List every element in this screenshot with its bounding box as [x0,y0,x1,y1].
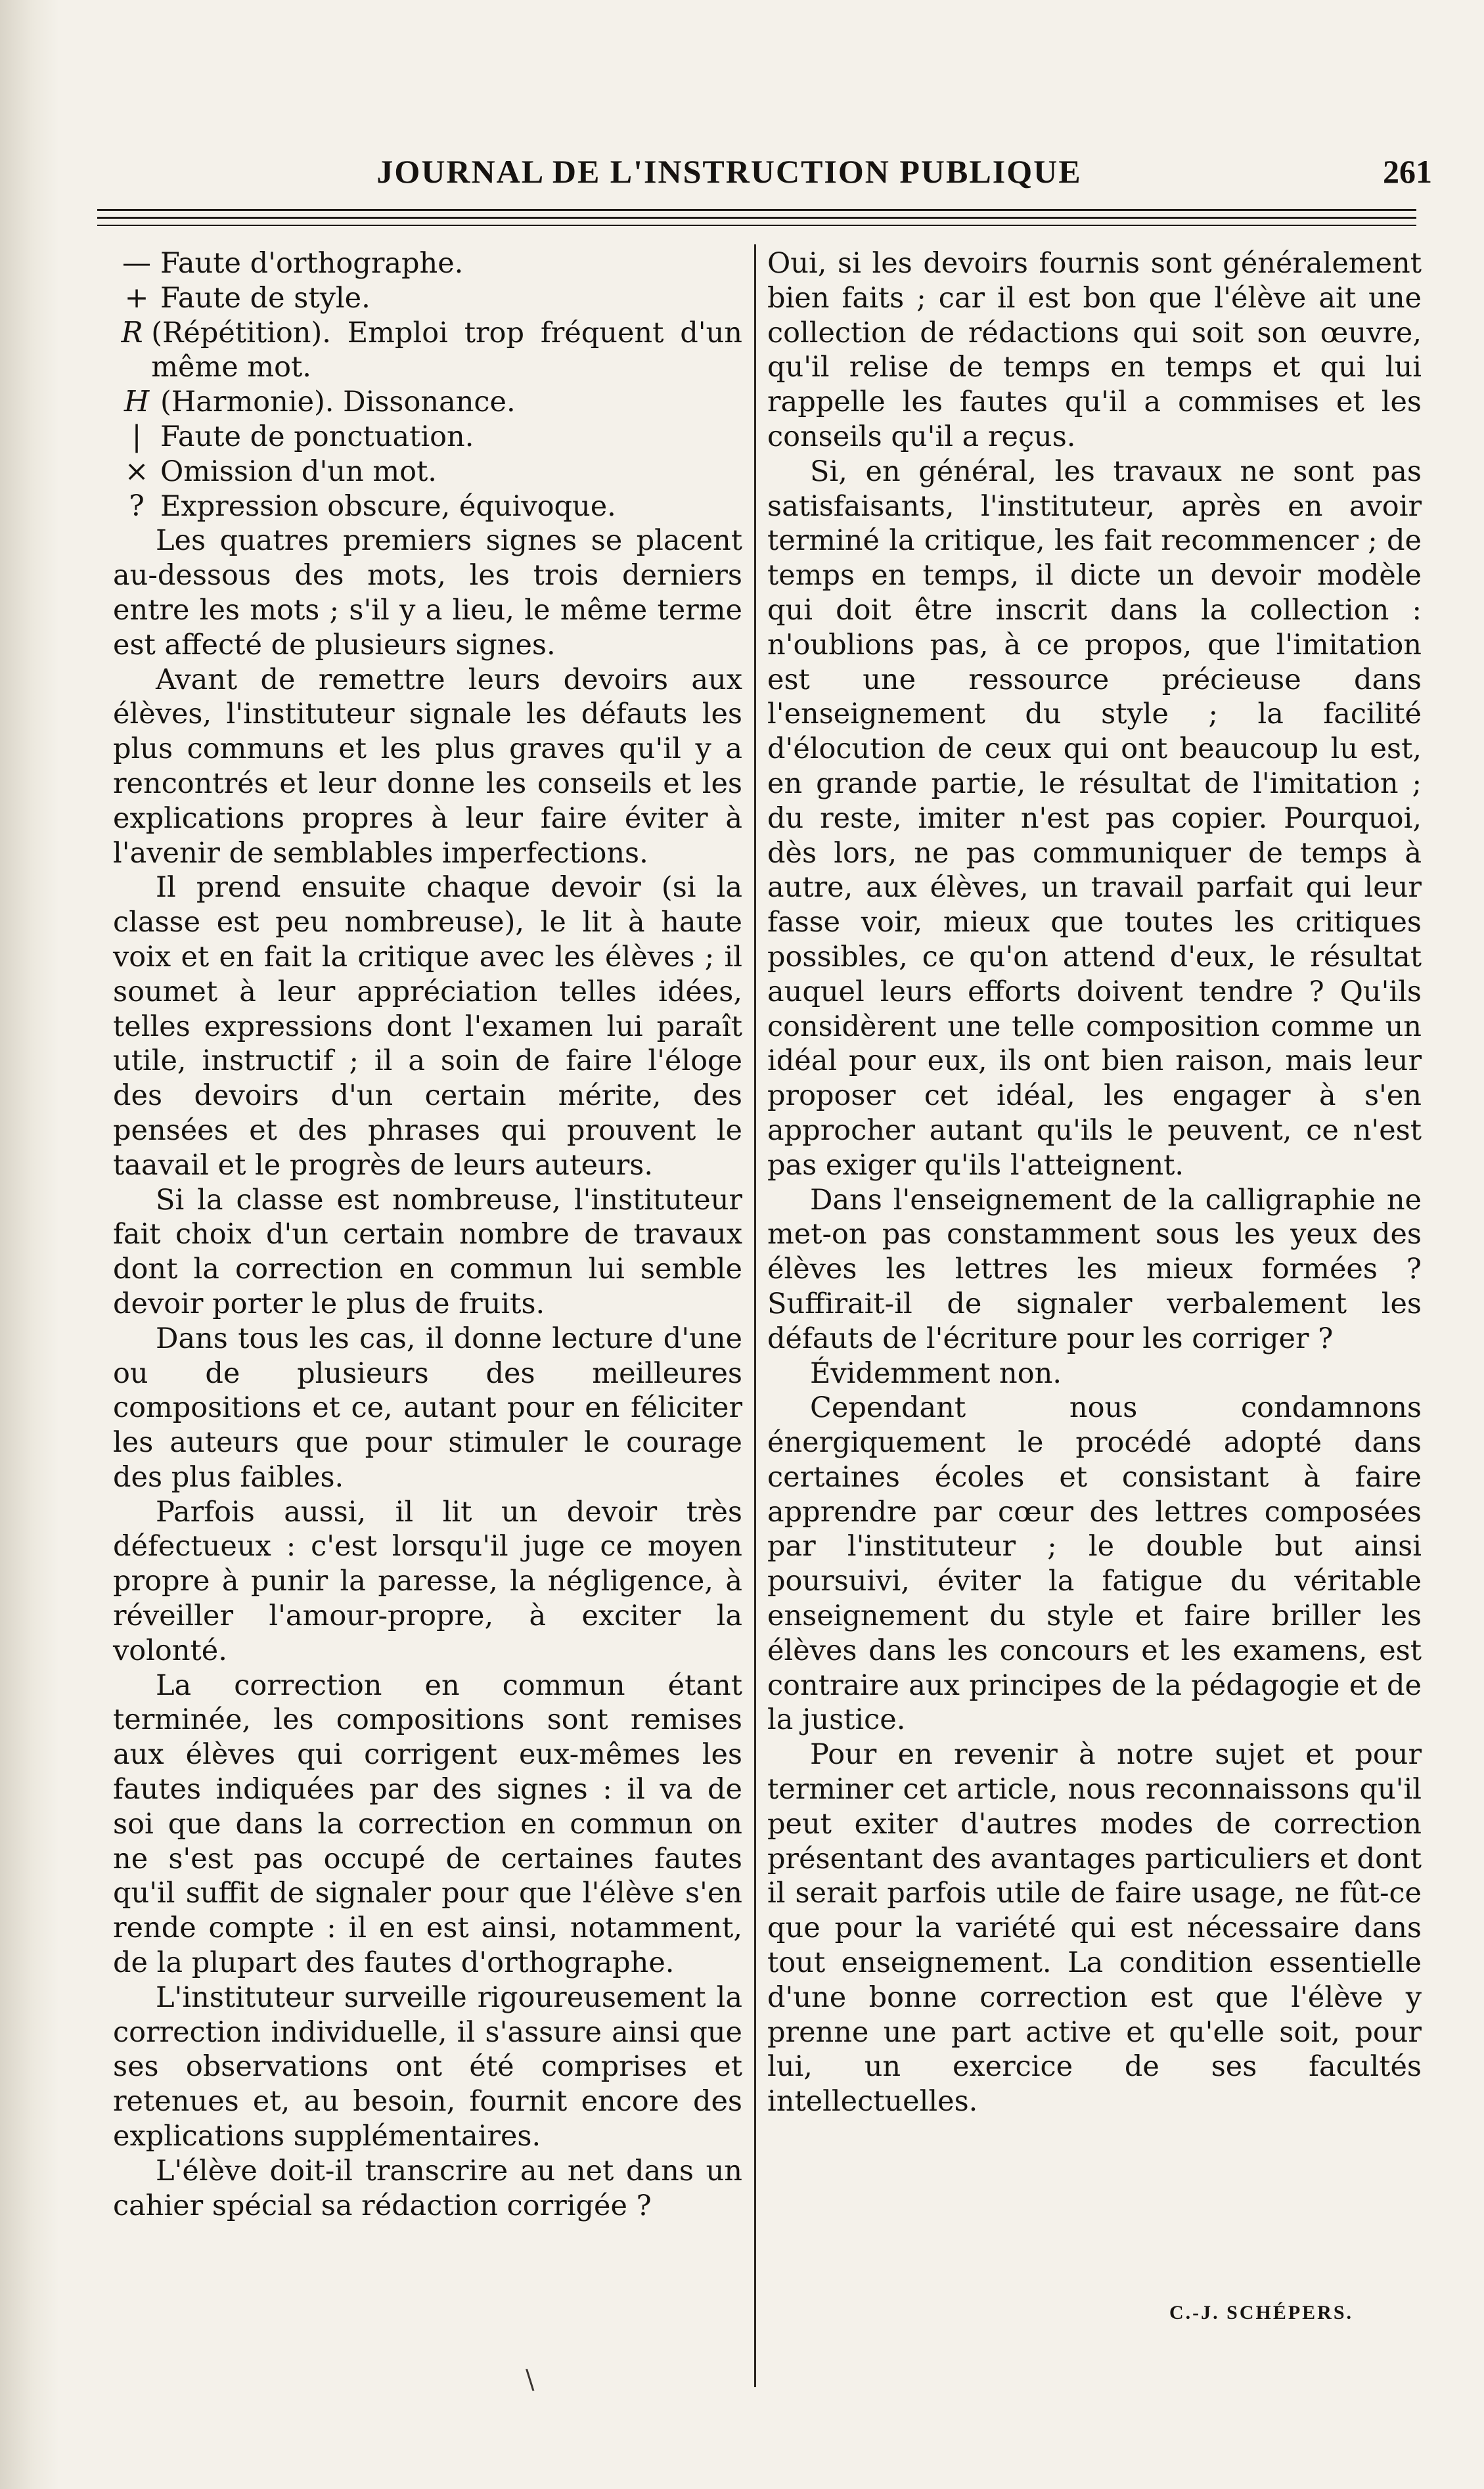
legend-text: Faute de style. [160,281,371,315]
body-paragraph: Pour en revenir à notre sujet et pour terminer cet article, nous reconnaissons qu'il peut exiter d'autres modes de correction présentant des avantages particuliers et dont il serait parfois utile de faire usage, ne fût-ce que pour la variété qui est nécessaire dans tout enseignement. La condition essentielle d'une bonne correction est que l'élève y prenne une part active et qu'elle soit, pour lui, un exercice de ses facultés intellectuelles. [767,1738,1422,2119]
legend-item [113,420,742,455]
body-paragraph: L'instituteur surveille rigoureusement la correction individuelle, il s'assure ainsi que ses observations ont été comprises et retenues et, au besoin, fournit encore des explications supplémentaires. [113,1981,742,2153]
header-rule-top [97,209,1416,211]
body-paragraph: Dans tous les cas, il donne lecture d'une ou de plusieurs des meilleures compositions et ce, autant pour en féliciter les auteurs que pour stimuler le courage des plus faibles. [113,1322,742,1494]
body-paragraph: Dans l'enseignement de la calligraphie ne met-on pas constamment sous les yeux des élèves les lettres les mieux formées ? Suffirait-il de signaler verbalement les défauts de l'écriture pour les corriger ? [767,1183,1422,1355]
body-paragraph: Parfois aussi, il lit un devoir très défectueux : c'est lorsqu'il juge ce moyen propre à punir la paresse, la négligence, à réveiller l'amour-propre, à exciter la volonté. [113,1495,742,1667]
header-rule-bottom [97,225,1416,226]
header-rule-middle [97,217,1416,219]
running-title: JOURNAL DE L'INSTRUCTION PUBLIQUE [376,153,1082,190]
body-paragraph: Si la classe est nombreuse, l'instituteur fait choix d'un certain nombre de travaux dont la correction en commun lui semble devoir porter le plus de fruits. [113,1183,742,1320]
legend-text: (Harmonie). Dissonance. [160,386,516,419]
legend-text: Expression obscure, équivoque. [160,489,616,523]
legend-item [113,455,742,489]
legend-item [113,246,742,281]
page-edge [0,0,59,2489]
signs-legend [113,246,742,524]
page-number: 261 [1383,153,1432,190]
legend-text: Omission d'un mot. [160,455,437,488]
body-paragraph: Les quatres premiers signes se placent au-dessous des mots, les trois derniers entre les mots ; s'il y a lieu, le même terme est affecté de plusieurs signes. [113,524,742,661]
legend-symbol: H [124,385,150,419]
body-paragraph: Oui, si les devoirs fournis sont généralement bien faits ; car il est bon que l'élève ait une collection de rédactions qui soit son œuvre, qu'il relise de temps en temps et qui lui rappelle les fautes qu'il a commises et les conseils qu'il a reçus. [767,247,1422,453]
legend-symbol: + [124,280,149,315]
legend-text: (Répétition). Emploi trop fréquent d'un même mot. [151,316,742,384]
left-column [113,246,742,2223]
body-paragraph: Évidemment non. [810,1357,1062,1390]
legend-symbol: × [124,454,149,488]
legend-symbol: — [122,246,151,280]
legend-text: Faute d'orthographe. [160,247,464,280]
body-paragraph: Si, en général, les travaux ne sont pas satisfaisants, l'instituteur, après en avoir terminé la critique, les fait recommencer ; de temps en temps, il dicte un devoir modèle qui doit être inscrit dans la collection : n'oublions pas, à ce propos, que l'imitation est une ressource précieuse dans l'enseignement du style ; la facilité d'élocution de ceux qui ont beaucoup lu est, en grande partie, le résultat de l'imitation ; du reste, imiter n'est pas copier. Pourquoi, dès lors, ne pas communiquer de temps à autre, aux élèves, un travail parfait qui leur fasse voir, mieux que toutes les critiques possibles, ce qu'on attend d'eux, le résultat auquel leurs efforts doivent tendre ? Qu'ils considèrent une telle composition comme un idéal pour eux, ils ont bien raison, mais leur proposer cet idéal, les engager à s'en approcher autant qu'ils le peuvent, ce n'est pas exiger qu'ils l'atteignent. [767,455,1422,1182]
stray-mark: \ [526,2365,535,2395]
legend-item [113,385,742,420]
body-paragraph: Cependant nous condamnons énergiquement le procédé adopté dans certaines écoles et consistant à faire apprendre par cœur des lettres composées par l'instituteur ; le double but ainsi poursuivi, éviter la fatigue du véritable enseignement du style et faire briller les élèves dans les concours et les examens, est contraire aux principes de la pédagogie et de la justice. [767,1391,1422,1737]
legend-item [113,316,742,386]
body-paragraph: L'élève doit-il transcrire au net dans un cahier spécial sa rédaction corrigée ? [113,2154,742,2222]
legend-item [113,281,742,316]
body-paragraph: La correction en commun étant terminée, les compositions sont remises aux élèves qui corrigent eux-mêmes les fautes indiquées par des signes : il va de soi que dans la correction en commun on ne s'est pas occupé de certaines fautes qu'il suffit de signaler pour que l'élève s'en rende compte : il en est ainsi, notamment, de la plupart des fautes d'orthographe. [113,1669,742,1980]
legend-item [113,489,742,524]
legend-text: Faute de ponctuation. [160,420,474,453]
right-column [767,246,1422,2119]
legend-symbol: ? [129,489,145,523]
column-divider [754,244,756,2387]
body-paragraph: Avant de remettre leurs devoirs aux élèves, l'instituteur signale les défauts les plus communs et les plus graves qu'il y a rencontrés et leur donne les conseils et les explications propres à leur faire éviter à l'avenir de semblables imperfections. [113,663,742,870]
author-signature: C.-J. SCHÉPERS. [1169,2302,1354,2323]
body-paragraph: Il prend ensuite chaque devoir (si la classe est peu nombreuse), le lit à haute voix et en fait la critique avec les élèves ; il soumet à leur appréciation telles idées, telles expressions dont l'examen lui paraît utile, instructif ; il a soin de faire l'éloge des devoirs d'un certain mérite, des pensées et des phrases qui prouvent le taavail et le progrès de leurs auteurs. [113,871,742,1182]
legend-symbol: R [121,315,143,349]
page-header [105,152,1432,212]
legend-symbol: | [131,419,142,453]
